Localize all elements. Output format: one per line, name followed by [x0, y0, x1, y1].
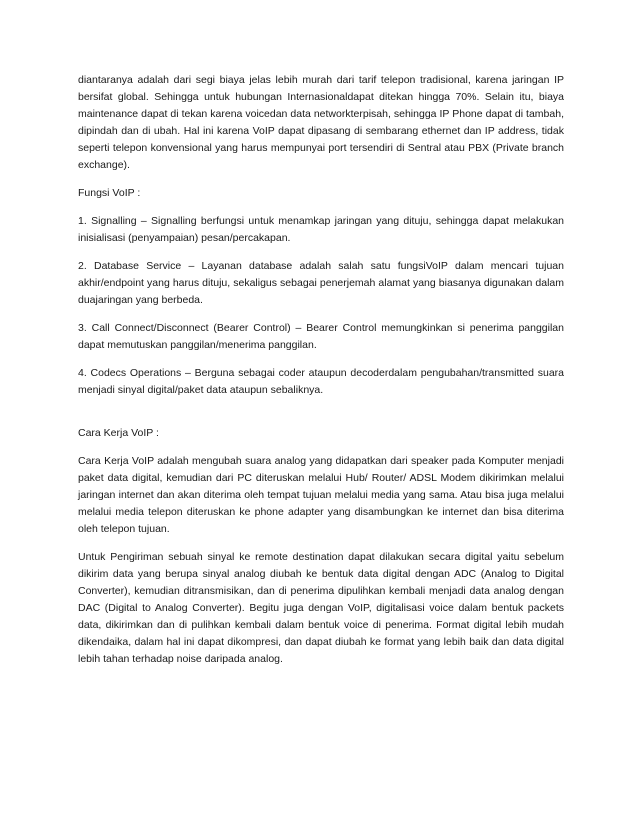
fungsi-item-call-connect: 3. Call Connect/Disconnect (Bearer Control) – Bearer Control memungkinkan si penerima panggilan dapat memutuskan panggilan/menerima panggilan.: [78, 322, 564, 351]
fungsi-item-database-service: 2. Database Service – Layanan database adalah salah satu fungsiVoIP dalam mencari tujuan akhir/endpoint yang harus dituju, sekaligus sebagai penerjemah alamat yang biasanya digunakan dalam duajaringan yang berbeda.: [78, 260, 564, 306]
cara-kerja-paragraph-1: Cara Kerja VoIP adalah mengubah suara analog yang didapatkan dari speaker pada Komputer menjadi paket data digital, kemudian dari PC diteruskan melalui Hub/ Router/ ADSL Modem dikirimkan melalui jaringan internet dan akan diterima oleh tempat tujuan melalui media yang sama. Atau bisa juga melalui melalui media telepon diteruskan ke phone adapter yang disambungkan ke internet dan bisa diterima oleh telepon tujuan.: [78, 455, 564, 535]
intro-paragraph: diantaranya adalah dari segi biaya jelas lebih murah dari tarif telepon tradisional, karena jaringan IP bersifat global. Sehingga untuk hubungan Internasionaldapat ditekan hingga 70%. Selain itu, biaya maintenance dapat di tekan karena voicedan data networkterpisah, sehingga IP Phone dapat di tambah, dipindah dan di ubah. Hal ini karena VoIP dapat dipasang di sembarang ethernet dan IP address, tidak seperti telepon konvensional yang harus mempunyai port tersendiri di Sentral atau PBX (Private branch exchange).: [78, 74, 564, 171]
cara-kerja-heading: Cara Kerja VoIP :: [78, 427, 159, 439]
fungsi-item-signalling: 1. Signalling – Signalling berfungsi untuk menamkap jaringan yang dituju, sehingga dapat melakukan inisialisasi (penyampaian) pesan/percakapan.: [78, 215, 564, 244]
document-body: [78, 72, 564, 679]
fungsi-heading: Fungsi VoIP :: [78, 187, 141, 199]
cara-kerja-paragraph-2: Untuk Pengiriman sebuah sinyal ke remote destination dapat dilakukan secara digital yaitu sebelum dikirim data yang berupa sinyal analog diubah ke bentuk data digital dengan ADC (Analog to Digital Converter), kemudian ditransmisikan, dan di penerima dipulihkan kembali menjadi data analog dengan DAC (Digital to Analog Converter). Begitu juga dengan VoIP, digitalisasi voice dalam bentuk packets data, dikirimkan dan di pulihkan kembali dalam bentuk voice di penerima. Format digital lebih mudah dikendaika, dalam hal ini dapat dikompresi, dan dapat diubah ke format yang lebih baik dan data digital lebih tahan terhadap noise daripada analog.: [78, 551, 564, 665]
fungsi-item-codecs: 4. Codecs Operations – Berguna sebagai coder ataupun decoderdalam pengubahan/transmitted suara menjadi sinyal digital/paket data ataupun sebaliknya.: [78, 367, 564, 396]
